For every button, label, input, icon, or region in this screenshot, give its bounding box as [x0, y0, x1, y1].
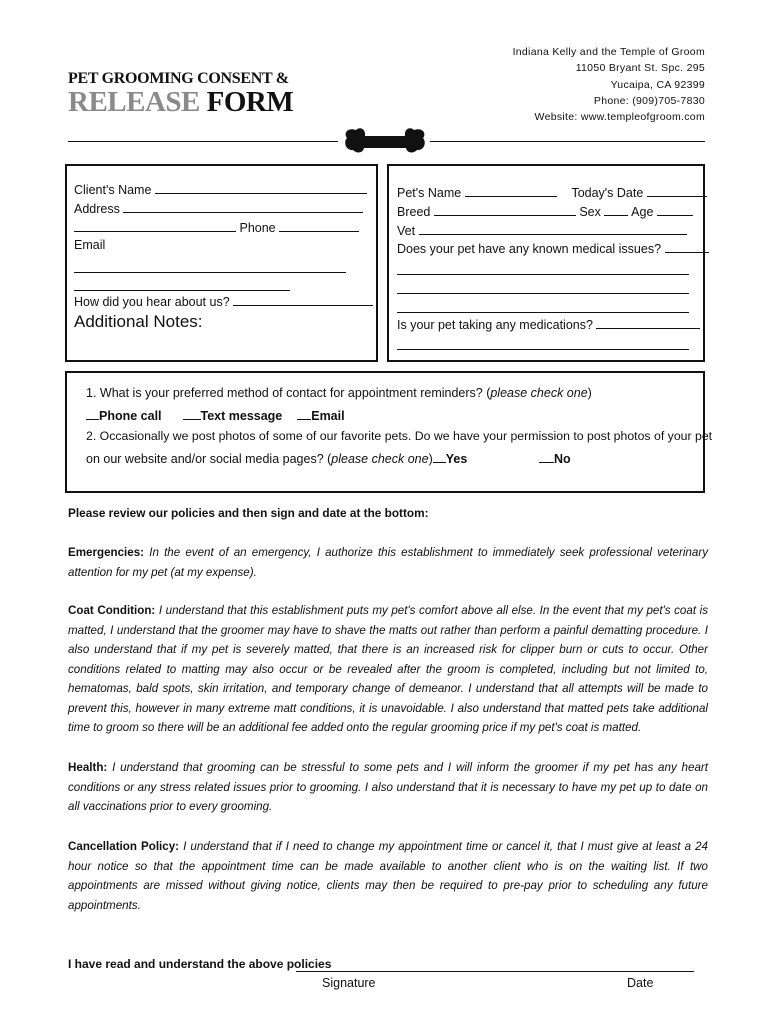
date-label: Date: [627, 976, 654, 990]
cancellation-text: I understand that if I need to change my appointment time or cancel it, that I must give at least a 24 hour notice so that the appointment time can be made available to another client who is on the waiting list. If two appointments are missed without giving notice, clients may then be required to pre-pay prior to scheduling any future appointments.: [68, 840, 708, 912]
medical-issues-line2[interactable]: [397, 273, 689, 275]
address-row: [74, 200, 363, 216]
vet-field[interactable]: [419, 222, 687, 235]
question-2-line1: 2. Occasionally we post photos of some of our favorite pets. Do we have your permission to post photos of your pet: [86, 429, 713, 443]
cancellation-heading: Cancellation Policy:: [68, 840, 180, 853]
signature-label: Signature: [322, 976, 376, 990]
medications-field[interactable]: [596, 316, 700, 329]
vet-label: Vet: [397, 224, 416, 238]
business-phone: Phone: (909)705-7830: [593, 94, 705, 107]
medical-row: [397, 240, 709, 256]
age-label: Age: [631, 205, 654, 219]
yes-label: Yes: [445, 452, 468, 466]
form-title-line2: [68, 86, 293, 119]
title-rule-left: [68, 141, 338, 142]
business-city: Yucaipa, CA 92399: [610, 78, 705, 91]
medical-issues-field[interactable]: [665, 240, 709, 253]
medical-issues-line3[interactable]: [397, 292, 689, 294]
medications-row: [397, 316, 700, 332]
heard-row: [74, 293, 373, 309]
email-label: Email: [74, 238, 106, 252]
no-label: No: [554, 452, 571, 466]
email-checkbox[interactable]: [297, 407, 311, 420]
cancellation-policy: [68, 837, 708, 915]
contact-options-row: [86, 407, 345, 423]
address-line2-field[interactable]: [74, 219, 236, 232]
address-label: Address: [74, 202, 120, 216]
signature-field[interactable]: [296, 970, 570, 972]
breed-field[interactable]: [434, 203, 576, 216]
bone-icon: [342, 127, 428, 157]
text-message-label: Text message: [200, 409, 283, 423]
todays-date-field[interactable]: [647, 184, 707, 197]
medications-line2[interactable]: [397, 348, 689, 350]
business-name: Indiana Kelly and the Temple of Groom: [512, 46, 705, 58]
coat-condition-policy: [68, 601, 708, 738]
emergencies-policy: [68, 543, 708, 582]
additional-notes-label: Additional Notes:: [74, 312, 203, 331]
email-option-label: Email: [311, 409, 345, 423]
medications-label: Is your pet taking any medications?: [397, 318, 593, 332]
question-2-line2: on our website and/or social media pages? (please check one) Yes: [86, 452, 468, 466]
pet-name-label: Pet's Name: [397, 186, 462, 200]
address-phone-row: [74, 219, 359, 235]
no-checkbox[interactable]: [539, 450, 554, 463]
email-field-line2[interactable]: [74, 289, 290, 291]
date-field[interactable]: [570, 970, 694, 972]
yes-checkbox[interactable]: [433, 450, 446, 463]
phone-call-checkbox[interactable]: [86, 407, 99, 420]
vet-row: [397, 222, 687, 238]
email-field[interactable]: [74, 271, 346, 273]
emergencies-heading: Emergencies:: [68, 546, 145, 559]
heard-label: How did you hear about us?: [74, 295, 230, 309]
breed-row: [397, 203, 693, 219]
todays-date-label: Today's Date: [571, 186, 644, 200]
medical-issues-label: Does your pet have any known medical issues?: [397, 242, 662, 256]
business-street: 11050 Bryant St. Spc. 295: [575, 62, 705, 75]
title-form: FORM: [206, 86, 294, 118]
pet-name-row: [397, 184, 707, 200]
client-name-field[interactable]: [155, 181, 367, 194]
question-1: 1. What is your preferred method of contact for appointment reminders? (please check one): [86, 386, 592, 400]
health-policy: [68, 758, 708, 817]
phone-field[interactable]: [279, 219, 359, 232]
no-option: [539, 450, 571, 466]
title-release: RELEASE: [68, 86, 200, 118]
health-heading: Health:: [68, 761, 108, 774]
business-website: Website: www.templeofgroom.com: [534, 111, 705, 124]
client-name-label: Client's Name: [74, 183, 152, 197]
acknowledgement-statement: I have read and understand the above policies: [68, 957, 332, 971]
form-title-line1: PET GROOMING CONSENT &: [68, 70, 289, 87]
address-field[interactable]: [123, 200, 363, 213]
coat-condition-heading: Coat Condition:: [68, 604, 156, 617]
client-name-row: [74, 181, 367, 197]
phone-call-label: Phone call: [99, 409, 162, 423]
age-field[interactable]: [657, 203, 693, 216]
text-message-checkbox[interactable]: [183, 407, 201, 420]
pet-name-field[interactable]: [465, 184, 557, 197]
emergencies-text: In the event of an emergency, I authorize this establishment to immediately seek professional veterinary attention for my pet (at my expense).: [68, 546, 708, 579]
phone-label: Phone: [239, 221, 276, 235]
title-rule-right: [430, 141, 705, 142]
heard-field[interactable]: [233, 293, 373, 306]
breed-label: Breed: [397, 205, 431, 219]
medical-issues-line4[interactable]: [397, 311, 689, 313]
health-text: I understand that grooming can be stressful to some pets and I will inform the groomer if my pet has any heart conditions or any stress related issues prior to grooming. I also understand that it is necessary to have my pet up to date on all vaccinations prior to every grooming.: [68, 761, 708, 813]
coat-condition-text: I understand that this establishment puts my pet's comfort above all else. In the event that my pet's coat is matted, I understand that the groomer may have to shave the matts out rather than perform a painful dematting procedure. I also understand that if my pet is severely matted, that there is an increased risk for clipper burn or cuts to occur. Other conditions related to matting may also occur or be revealed after the groom is completed, including but not limited to, hematomas, bald spots, skin irritation, and temporary change of demeanor. I understand that all attempts will be made to prevent this, however in many extreme matt conditions, it is unavoidable. I also understand that matted pets take additional time to groom so there will be an additional fee added onto the regular grooming price if my pet's coat is matted.: [68, 604, 708, 734]
sex-field[interactable]: [604, 203, 628, 216]
policies-intro: Please review our policies and then sign and date at the bottom:: [68, 506, 429, 520]
business-address-block: [513, 44, 705, 125]
sex-label: Sex: [579, 205, 601, 219]
